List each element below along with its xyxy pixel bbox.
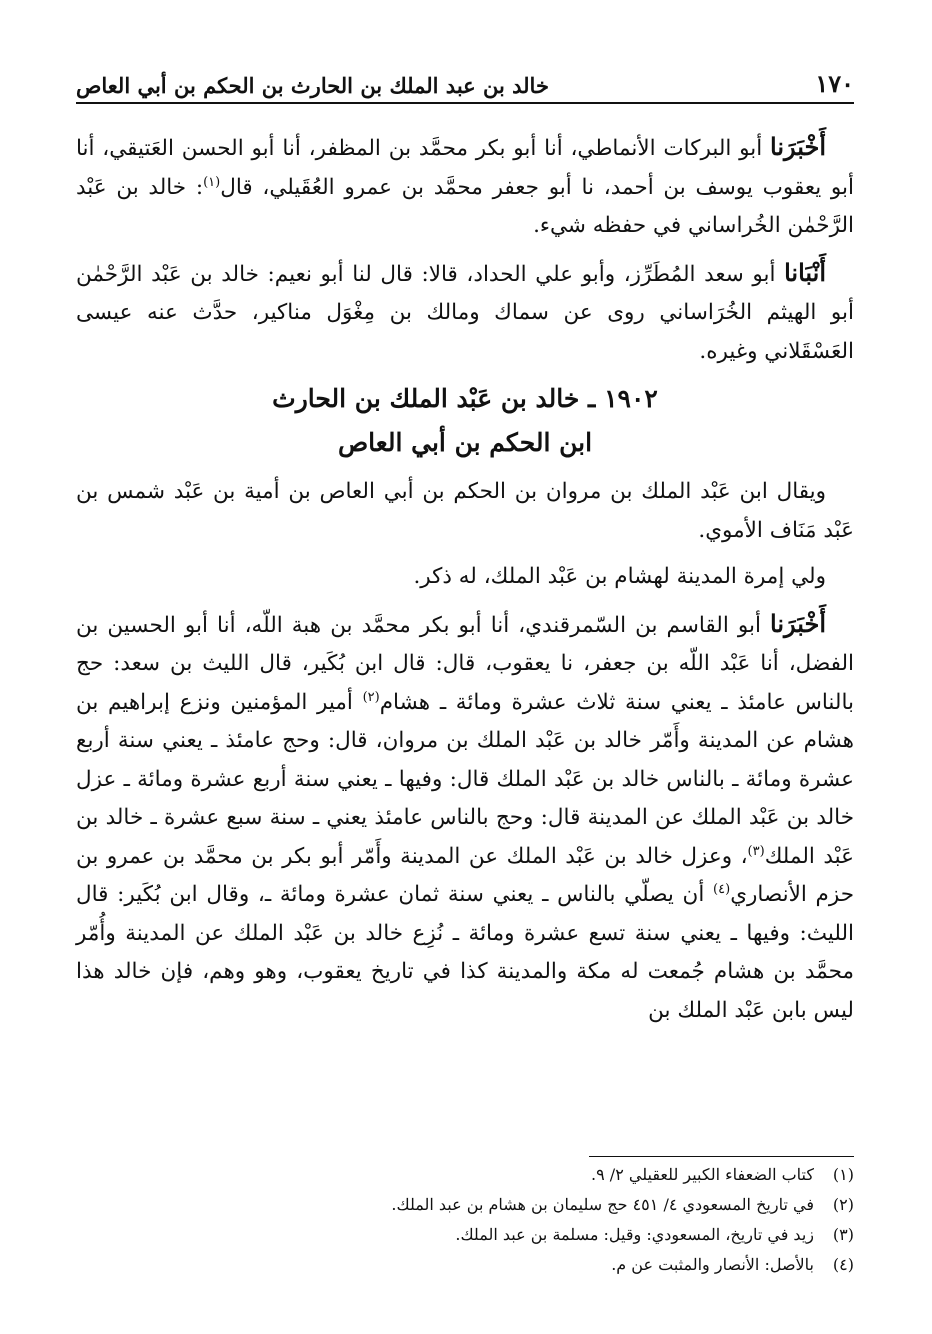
- footnote-1: [76, 1160, 854, 1190]
- keyword-akhbarana-2: أَخْبَرَنا: [770, 608, 826, 638]
- footnotes: [76, 1160, 854, 1280]
- footnote-3: [76, 1220, 854, 1250]
- entry-heading-line-1: ١٩٠٢ ـ خالد بن عَبْد الملك بن الحارث: [272, 384, 658, 413]
- paragraph-1-text-a: أبو البركات الأنماطي، أنا أبو بكر محمَّد بن المظفر، أنا أبو الحسن العَتيقي، أنا أبو يعقوب يوسف بن أحمد، نا أبو جعفر محمَّد بن عمرو العُقَيلي، قال: [76, 136, 854, 200]
- paragraph-2: [76, 254, 854, 372]
- footnote-separator: [589, 1156, 854, 1157]
- footnote-2: [76, 1190, 854, 1220]
- footnote-text: كتاب الضعفاء الكبير للعقيلي ٢/ ٩.: [591, 1165, 814, 1184]
- footnote-text: بالأصل: الأنصار والمثبت عن م.: [611, 1255, 814, 1274]
- footnote-mark: (٣): [832, 1225, 854, 1244]
- keyword-akhbarana: أَخْبَرَنا: [770, 132, 826, 161]
- paragraph-1: [76, 128, 854, 246]
- footnote-ref-4: (٤): [713, 881, 731, 897]
- paragraph-5-text-d: أن يصلّي بالناس ـ يعني سنة ثمان عشرة ومائة ـ، وقال ابن بُكَير: قال الليث: وفيها ـ يعني سنة تسع عشرة ومائة ـ نُزِع خالد بن عَبْد الملك عن المدينة وأُمّر محمَّد بن هشام جُمعت له مكة والمدينة كذا في تاريخ يعقوب، وهو وهم، فإن خالد هذا ليس بابن عَبْد الملك بن: [76, 882, 854, 1023]
- page-number: ١٧٠: [815, 69, 854, 98]
- paragraph-5-text-b: أمير المؤمنين ونزع إبراهيم بن هشام عن المدينة وأَمّر خالد بن عَبْد الملك بن مروان، قال: وحج عامئذ ـ يعني سنة أربع عشرة ومائة ـ بالناس خالد بن عَبْد الملك قال: وفيها ـ يعني سنة أربع عشرة ومائة ـ عزل خالد بن عَبْد الملك عن المدينة قال: وحج بالناس عامئذ يعني ـ سنة سبع عشرة ـ خالد بن عَبْد الملك: [76, 689, 854, 869]
- footnote-mark: (١): [832, 1165, 854, 1184]
- paragraph-5-text-a: أبو القاسم بن السّمرقندي، أنا أبو بكر محمَّد بن هبة اللّه، أنا أبو الحسين بن الفضل، أنا عَبْد اللّه بن جعفر، نا يعقوب، قال: قال ابن بُكَير، قال الليث بن سعد: حج بالناس عامئذ ـ يعني سنة ثلاث عشرة ومائة ـ هشام: [76, 612, 854, 715]
- footnote-mark: (٢): [832, 1195, 854, 1214]
- footnote-text: في تاريخ المسعودي ٤/ ٤٥١ حج سليمان بن هشام بن عبد الملك.: [391, 1195, 814, 1214]
- footnote-ref-3: (٣): [747, 843, 765, 859]
- entry-heading: [76, 377, 854, 465]
- footnote-mark: (٤): [832, 1255, 854, 1274]
- page-header: [76, 62, 854, 104]
- keyword-anbana: أَنْبَانا: [784, 257, 826, 287]
- footnote-4: [76, 1250, 854, 1280]
- footnote-text: زيد في تاريخ، المسعودي: وقيل: مسلمة بن عبد الملك.: [455, 1225, 814, 1244]
- entry-heading-line-2: ابن الحكم بن أبي العاص: [337, 428, 593, 457]
- paragraph-2-text: أبو سعد المُطَرِّز، وأبو علي الحداد، قالا: قال لنا أبو نعيم: خالد بن عَبْد الرَّحْمٰن أبو الهيثم الخُرَاساني روى عن سماك ومالك بن مِغْوَل مناكير، حدَّث عنه عيسى العَسْقَلاني وغيره.: [76, 261, 854, 364]
- footnote-ref-2: (٢): [362, 689, 380, 705]
- running-title: خالد بن عبد الملك بن الحارث بن الحكم بن أبي العاص: [76, 73, 549, 98]
- paragraph-1-text-b: : خالد بن عَبْد الرَّحْمٰن الخُراساني في حفظه شيء.: [76, 174, 854, 238]
- footnote-ref-1: (١): [203, 174, 221, 190]
- paragraph-3: ويقال ابن عَبْد الملك بن مروان بن الحكم بن أبي العاص بن أمية بن عَبْد شمس بن عَبْد مَنَاف الأموي.: [76, 479, 854, 543]
- paragraph-5: [76, 605, 854, 1031]
- main-text: [76, 128, 854, 1030]
- paragraph-4: ولي إمرة المدينة لهشام بن عَبْد الملك، له ذكر.: [413, 564, 826, 589]
- paragraph-5-text-c: ، وعزل خالد بن عَبْد الملك عن المدينة وأَمّر أبو بكر بن محمَّد بن عمرو بن حزم الأنصاري: [76, 843, 854, 907]
